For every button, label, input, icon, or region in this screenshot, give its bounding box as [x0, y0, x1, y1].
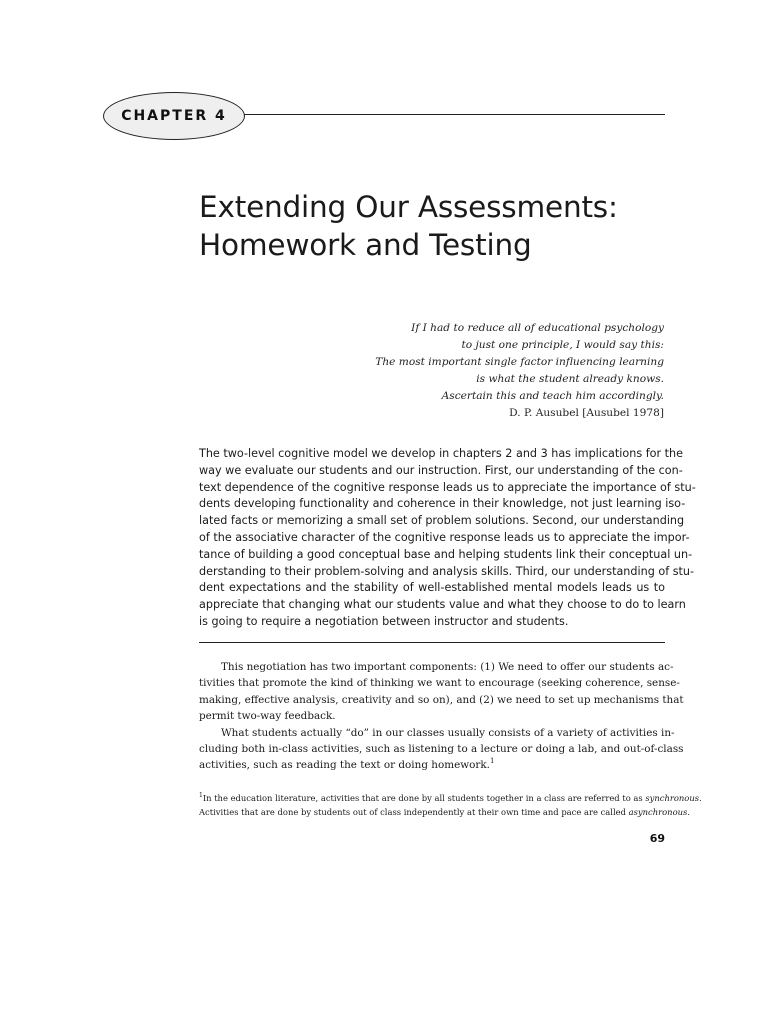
- chapter-badge: [103, 92, 245, 140]
- epigraph-line: to just one principle, I would say this:: [461, 339, 664, 351]
- body-line-with-ref: [199, 757, 665, 773]
- chapter-rule: [244, 114, 665, 115]
- page-title: [199, 188, 669, 264]
- footnote-term: asynchronous.: [628, 806, 690, 817]
- title-line-2: Homework and Testing: [199, 228, 532, 262]
- body-line: What students actually “do” in our classes usually consists of a variety of activities in-: [221, 726, 675, 739]
- footnote: [199, 792, 702, 819]
- intro-line: The two-level cognitive model we develop in chapters 2 and 3 has implications for the: [199, 447, 684, 460]
- epigraph-attribution: D. P. Ausubel [Ausubel 1978]: [509, 407, 664, 419]
- body-line: cluding both in-class activities, such as listening to a lecture or doing a lab, and out-of-class: [199, 743, 684, 756]
- intro-paragraph: [199, 446, 696, 631]
- intro-line: dents developing functionality and coherence in their knowledge, not just learning iso-: [199, 497, 686, 511]
- intro-line: dent expectations and the stability of well-established mental models leads us to: [199, 581, 665, 595]
- body-line: This negotiation has two important components: (1) We need to offer our students ac-: [221, 661, 674, 673]
- body-line: making, effective analysis, creativity and so on), and (2) we need to set up mechanisms that: [199, 693, 684, 706]
- epigraph-line: The most important single factor influencing learning: [375, 356, 664, 368]
- intro-line: way we evaluate our students and our instruction. First, our understanding of the con-: [199, 463, 683, 477]
- footnote-text: Activities that are done by students out of class independently at their own time and pace are called: [199, 806, 629, 817]
- intro-line: tance of building a good conceptual base and helping students link their conceptual un-: [199, 547, 693, 561]
- epigraph-line: Ascertain this and teach him accordingly.: [441, 390, 664, 402]
- intro-line: appreciate that changing what our students value and what they choose to do to learn: [199, 598, 686, 612]
- page-number: 69: [649, 832, 665, 845]
- body-line: activities, such as reading the text or doing homework.: [199, 759, 490, 772]
- intro-line: lated facts or memorizing a small set of problem solutions. Second, our understanding: [199, 514, 685, 528]
- footnote-term: synchronous.: [645, 793, 702, 803]
- footnote-text: In the education literature, activities that are done by all students together in a class are referred to as: [202, 793, 646, 803]
- intro-line: text dependence of the cognitive response leads us to appreciate the importance of stu-: [199, 480, 696, 494]
- footnote-reference: 1: [489, 757, 495, 766]
- epigraph-line: is what the student already knows.: [476, 373, 664, 385]
- epigraph-line: If I had to reduce all of educational psychology: [411, 322, 664, 334]
- chapter-header: [103, 92, 665, 140]
- body-line: permit two-way feedback.: [199, 710, 336, 723]
- epigraph: [204, 320, 664, 422]
- intro-line: is going to require a negotiation between instructor and students.: [199, 614, 569, 628]
- title-line-1: Extending Our Assessments:: [199, 190, 618, 224]
- footnote-marker: 1: [199, 792, 203, 799]
- footnote-line-1: [199, 792, 702, 806]
- intro-line: of the associative character of the cognitive response leads us to appreciate the impor-: [199, 530, 690, 544]
- section-divider: [199, 642, 665, 643]
- intro-line: derstanding to their problem-solving and analysis skills. Third, our understanding of stu-: [199, 564, 695, 578]
- footnote-line-2: [199, 806, 690, 820]
- body-line: tivities that promote the kind of thinking we want to encourage (seeking coherence, sense-: [199, 677, 680, 690]
- chapter-label: CHAPTER 4: [121, 108, 227, 124]
- body-text: [199, 659, 684, 774]
